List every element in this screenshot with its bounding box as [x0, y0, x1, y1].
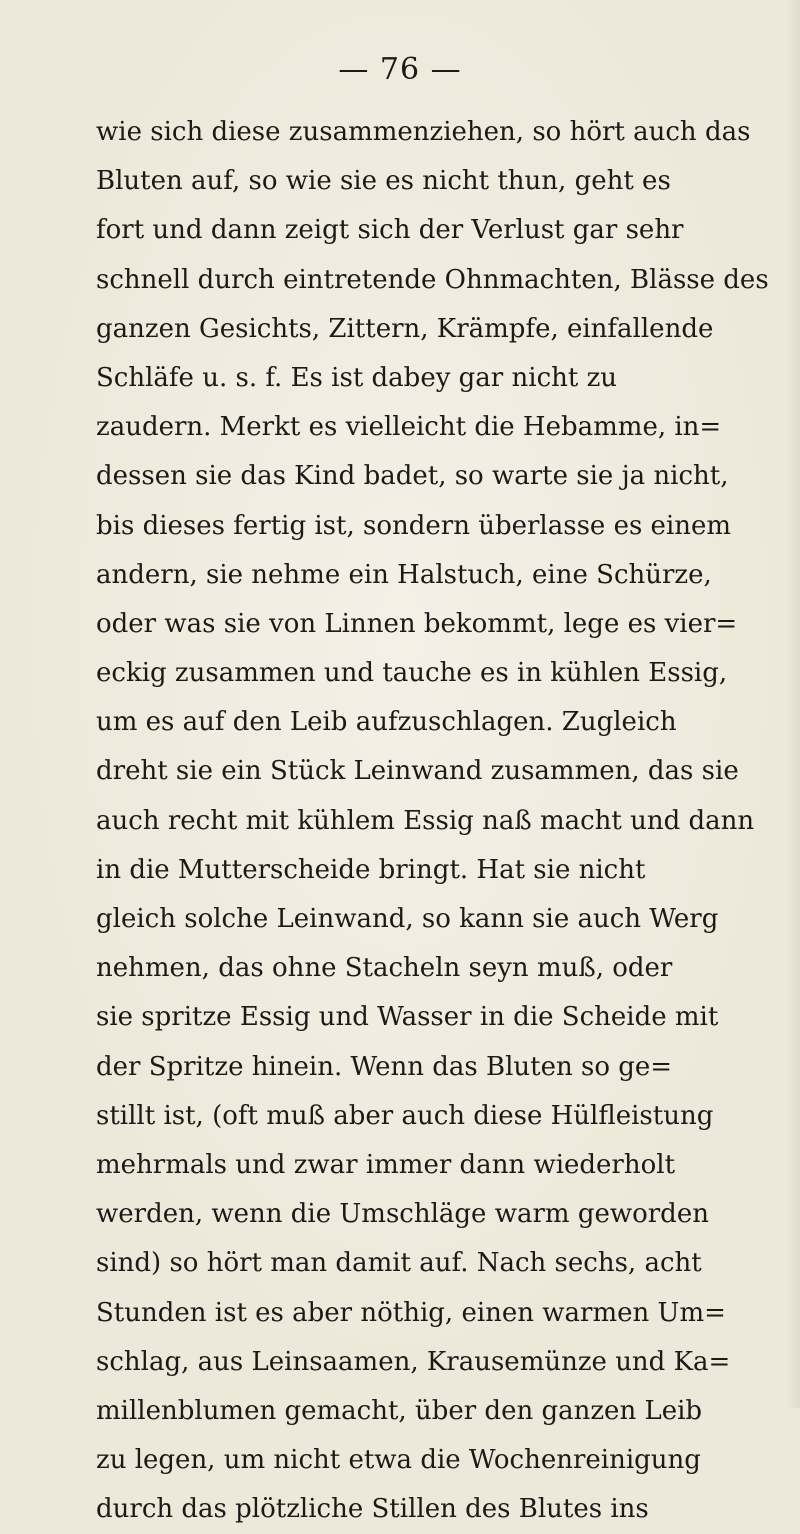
text-line: durch das plötzliche Stillen des Blutes ins	[96, 1494, 649, 1525]
text-line: zaudern. Merkt es vielleicht die Hebamme, in=	[96, 412, 722, 443]
text-line: gleich solche Leinwand, so kann sie auch Werg	[96, 904, 719, 934]
text-line: dreht sie ein Stück Leinwand zusammen, das sie	[96, 756, 739, 787]
text-line: bis dieses fertig ist, sondern überlasse es einem	[96, 510, 732, 541]
text-line: Schläfe u. s. f. Es ist dabey gar nicht zu	[96, 362, 618, 393]
text-line: wie sich diese zusammenziehen, so hört auch das	[96, 117, 751, 147]
text-line: stillt ist, (oft muß aber auch diese Hülfleistung	[96, 1100, 714, 1131]
text-line: Stunden ist es aber nöthig, einen warmen Um=	[96, 1297, 726, 1328]
text-line: schnell durch eintretende Ohnmachten, Blässe des	[96, 264, 769, 295]
text-line: auch recht mit kühlem Essig naß macht und dann	[96, 805, 755, 836]
text-line: der Spritze hinein. Wenn das Bluten so ge=	[96, 1051, 673, 1082]
text-line: Bluten auf, so wie sie es nicht thun, geht es	[96, 166, 671, 197]
text-line: mehrmals und zwar immer dann wiederholt	[96, 1149, 676, 1180]
text-line: werden, wenn die Umschläge warm geworden	[96, 1199, 709, 1230]
text-line: schlag, aus Leinsaamen, Krausemünze und Ka=	[96, 1346, 731, 1377]
text-line: eckig zusammen und tauche es in kühlen Essig,	[96, 658, 728, 689]
text-line: zu legen, um nicht etwa die Wochenreinigung	[96, 1445, 701, 1476]
text-line: sie spritze Essig und Wasser in die Scheide mit	[96, 1002, 719, 1033]
text-line: oder was sie von Linnen bekommt, lege es vier=	[96, 608, 738, 639]
page-edge-shadow	[786, 0, 800, 1408]
text-line: dessen sie das Kind badet, so warte sie ja nicht,	[96, 461, 729, 492]
text-line: andern, sie nehme ein Halstuch, eine Schürze,	[96, 559, 712, 590]
text-line: in die Mutterscheide bringt. Hat sie nicht	[96, 854, 646, 885]
text-line: fort und dann zeigt sich der Verlust gar sehr	[96, 215, 684, 246]
text-line: um es auf den Leib aufzuschlagen. Zugleich	[96, 707, 677, 738]
body-text	[96, 108, 786, 1534]
text-line: ganzen Gesichts, Zittern, Krämpfe, einfallende	[96, 313, 714, 344]
text-line: millenblumen gemacht, über den ganzen Leib	[96, 1395, 703, 1426]
page-number: — 76 —	[338, 52, 462, 87]
text-line: nehmen, das ohne Stacheln seyn muß, oder	[96, 953, 673, 984]
text-line: sind) so hört man damit auf. Nach sechs, acht	[96, 1248, 702, 1279]
